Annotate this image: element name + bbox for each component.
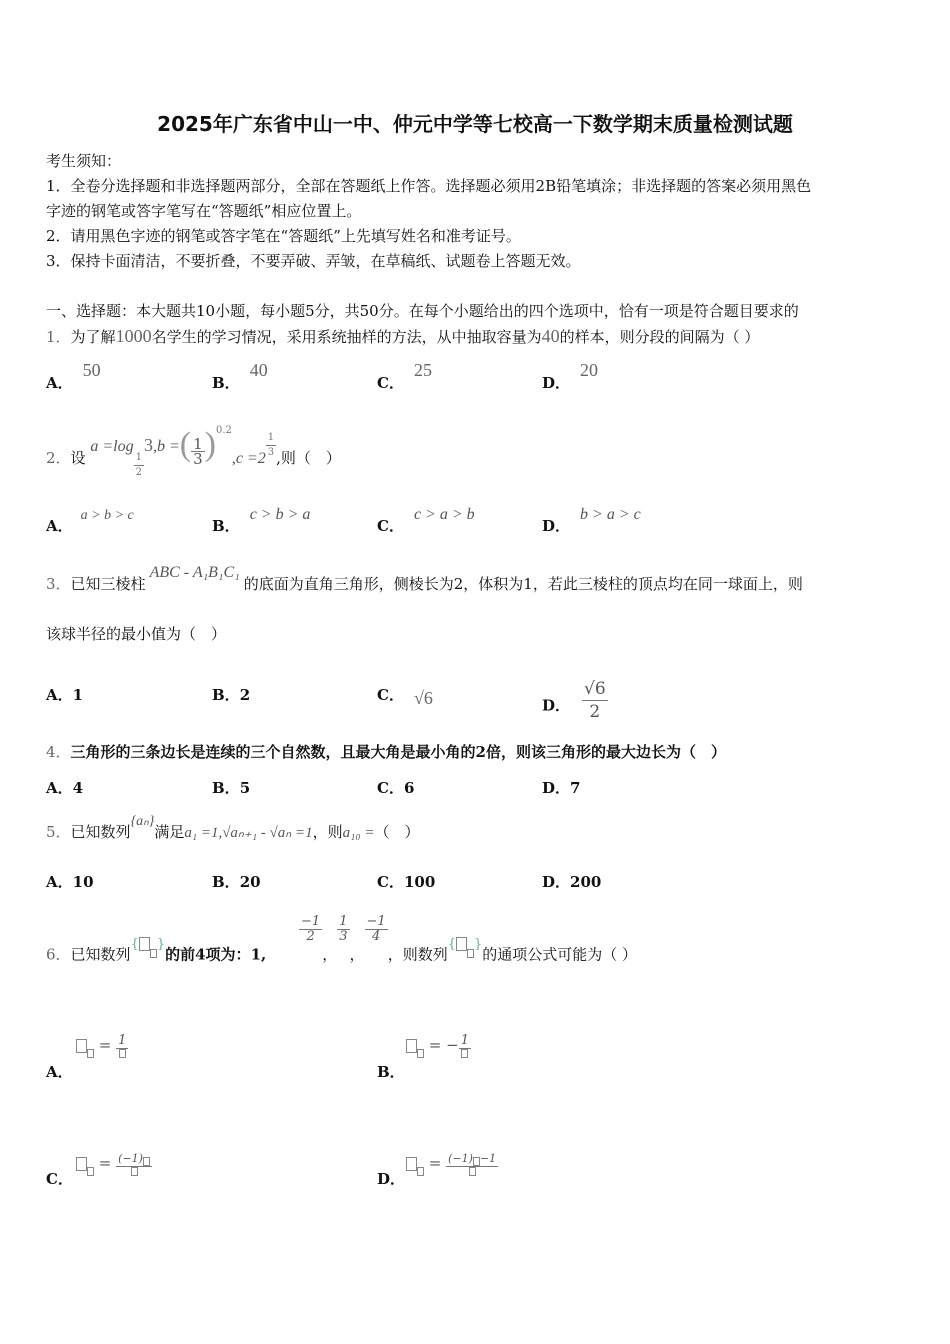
option-c[interactable]: C．25 (377, 360, 432, 392)
option-c[interactable]: C． √6 (377, 686, 433, 708)
option-a[interactable]: A．10 (46, 873, 94, 891)
option-d[interactable]: D．200 (542, 873, 602, 891)
option-d-formula: = (−1) −1 (406, 1152, 498, 1176)
option-a[interactable]: A．a > b > c (46, 508, 134, 535)
option-d[interactable]: D．b > a > c (542, 506, 641, 535)
section-heading: 一、选择题：本大题共10小题，每小题5分，共50分。在每个小题给出的四个选项中，恰有一项是符合题目要求的 (46, 302, 799, 320)
option-a[interactable]: A．1 (46, 686, 84, 704)
option-b[interactable]: B．2 (212, 686, 251, 704)
option-a[interactable]: A． (46, 1063, 73, 1081)
option-a[interactable]: A．4 (46, 779, 84, 797)
notice-item: 字迹的钢笔或答字笔写在“答题纸”相应位置上。 (46, 202, 362, 220)
option-d[interactable]: D．7 (542, 779, 581, 797)
option-d[interactable]: D． (377, 1170, 406, 1188)
option-c[interactable]: C．100 (377, 873, 436, 891)
notice-heading: 考生须知： (46, 152, 122, 170)
option-b[interactable]: B． (377, 1063, 405, 1081)
question-4: 4．三角形的三条边长是连续的三个自然数，且最大角是最小角的2倍，则该三角形的最大边长为（ ） (46, 743, 726, 761)
question-3-cont: 该球半径的最小值为（ ） (46, 625, 227, 643)
option-b-formula: = − 1 (406, 1034, 471, 1058)
term-4: $\frac{-1}{4}$ (366, 914, 386, 944)
option-a-formula: = 1 (76, 1034, 128, 1058)
option-c[interactable]: C．c > a > b (377, 506, 475, 535)
question-text: 的样本，则分段的间隔为（ ） (559, 328, 760, 346)
option-b[interactable]: B．40 (212, 360, 268, 392)
notice-item: 2．请用黑色字迹的钢笔或答字笔在“答题纸”上先填写姓名和准考证号。 (46, 227, 521, 245)
option-b[interactable]: B．5 (212, 779, 251, 797)
math: a =log (90, 438, 134, 455)
question-5: 5．已知数列{aₙ}满足a₁ =1,√aₙ₊₁ - √aₙ =1，则a₁₀ =（ ） (46, 814, 420, 841)
question-1 (46, 326, 759, 347)
option-b[interactable]: B．20 (212, 873, 261, 891)
option-d[interactable]: D．20 (542, 360, 599, 392)
option-c[interactable]: C．6 (377, 779, 415, 797)
term-3: $\frac{1}{3}$ (339, 914, 348, 944)
notice-item: 3．保持卡面清洁，不要折叠，不要弄破、弄皱，在草稿纸、试题卷上答题无效。 (46, 252, 581, 270)
term-2: $\frac{-1}{2}$ (301, 914, 321, 944)
question-2: 2．设 a =log $\frac{1}{2}$ 3,b =( $\frac{1}{3}$ )$^{0.2}$,c =2 $\frac{1}{3}$ ,则（ ） (46, 425, 341, 478)
option-c-formula: = (−1) (76, 1152, 152, 1176)
sequence-symbol: { } (131, 937, 166, 952)
page-title: 2025年广东省中山一中、仲元中学等七校高一下数学期末质量检测试题 (157, 112, 793, 136)
question-3: 3．已知三棱柱ABC - A₁B₁C₁的底面为直角三角形，侧棱长为2，体积为1，若此三棱柱的顶点均在同一球面上，则 (46, 564, 803, 593)
option-a[interactable]: A．50 (46, 360, 101, 392)
option-d[interactable]: D． $\frac{√6}{2}$ (542, 679, 606, 722)
question-text: 为了解 (70, 328, 116, 346)
math: 40 (541, 326, 560, 346)
math: 1000 (115, 326, 152, 346)
option-b[interactable]: B．c > b > a (212, 506, 311, 535)
question-6: 6．已知数列{ }的前4项为：1, $\frac{-1}{2}$ ， $\frac{1}{3}$ ， $\frac{-1}{4}$ ，则数列{ }的通项公式可能为（ ） (46, 914, 638, 964)
question-text: 名学生的学习情况，采用系统抽样的方法，从中抽取容量为 (151, 328, 542, 346)
option-c[interactable]: C． (46, 1170, 73, 1188)
sequence-symbol: { } (448, 937, 483, 952)
question-number: 1． (46, 328, 71, 346)
notice-item: 1．全卷分选择题和非选择题两部分，全部在答题纸上作答。选择题必须用2B铅笔填涂；非选择题的答案必须用黑色 (46, 177, 812, 195)
